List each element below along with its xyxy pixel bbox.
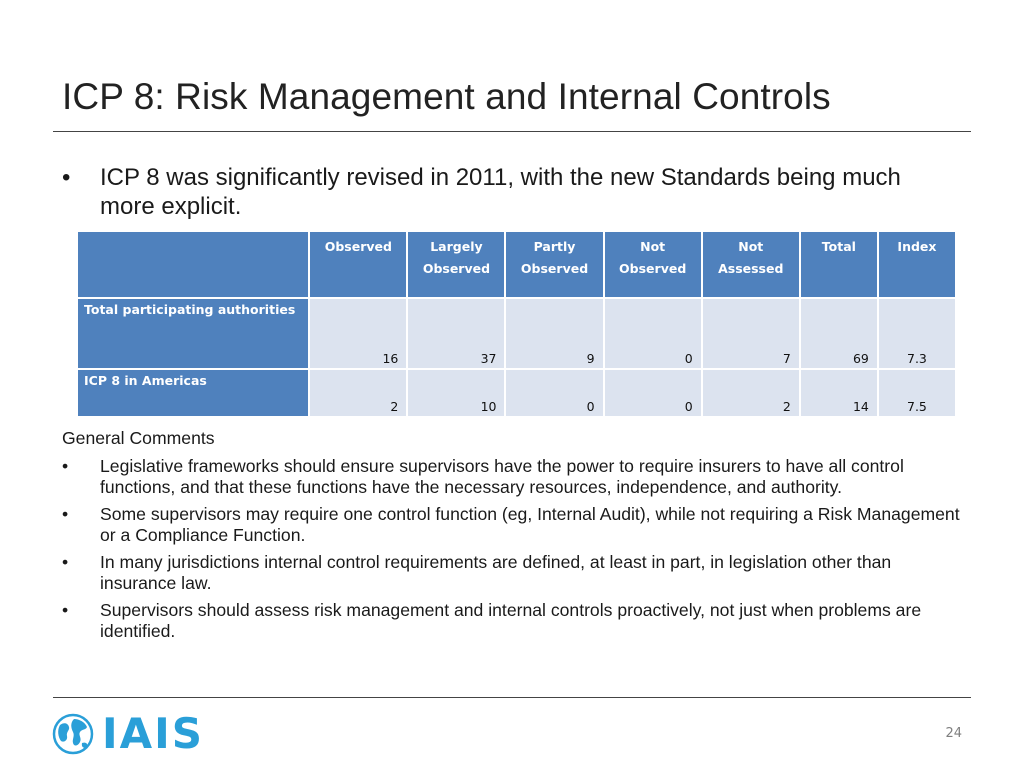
header-not-observed: Not Observed [605, 232, 701, 297]
table-cell: 2 [310, 370, 406, 416]
row-label: Total participating authorities [78, 299, 308, 368]
list-item-text: Legislative frameworks should ensure supervisors have the power to require insurers to have all control functions, and that these functions have the necessary resources, independence, and authority. [100, 455, 904, 497]
iais-logo [52, 709, 205, 758]
header-total: Total [801, 232, 877, 297]
table-row [78, 370, 955, 416]
logo-wordmark: IAIS [102, 709, 205, 758]
table-cell: 16 [310, 299, 406, 368]
bullet-marker: • [62, 599, 69, 620]
footer-divider [53, 697, 971, 698]
list-item [62, 552, 962, 595]
table-cell: 7 [703, 299, 799, 368]
title-divider [53, 131, 971, 132]
table-cell: 69 [801, 299, 877, 368]
bullet-marker: • [62, 455, 69, 476]
globe-icon [52, 713, 94, 755]
header-index: Index [879, 232, 955, 297]
comments-heading: General Comments [62, 428, 215, 448]
table-cell: 10 [408, 370, 504, 416]
slide-title: ICP 8: Risk Management and Internal Controls [62, 76, 831, 117]
table-cell: 0 [605, 370, 701, 416]
bullet-marker: • [62, 551, 69, 572]
header-largely-observed: Largely Observed [408, 232, 504, 297]
row-label: ICP 8 in Americas [78, 370, 308, 416]
table-cell: 0 [506, 370, 602, 416]
header-observed: Observed [310, 232, 406, 297]
list-item [62, 600, 962, 643]
list-item-text: In many jurisdictions internal control requirements are defined, at least in part, in legislation other than insurance law. [100, 551, 892, 593]
bullet-marker: • [62, 503, 69, 524]
assessment-table [76, 230, 957, 418]
bullet-marker: • [62, 164, 71, 191]
header-partly-observed: Partly Observed [506, 232, 602, 297]
list-item [62, 456, 962, 499]
intro-bullet [62, 163, 962, 221]
intro-bullet-text: ICP 8 was significantly revised in 2011, with the new Standards being much more explicit. [100, 164, 901, 220]
general-comments [62, 428, 962, 648]
table-corner-cell [78, 232, 308, 297]
table-cell: 9 [506, 299, 602, 368]
table-cell: 0 [605, 299, 701, 368]
table-cell: 14 [801, 370, 877, 416]
page-number: 24 [945, 726, 962, 741]
list-item [62, 504, 962, 547]
table-row [78, 299, 955, 368]
table-header-row [78, 232, 955, 297]
list-item-text: Some supervisors may require one control function (eg, Internal Audit), while not requiring a Risk Management or a Compliance Function. [100, 503, 960, 545]
comments-list [62, 456, 962, 643]
table-cell: 37 [408, 299, 504, 368]
table-cell: 7.5 [879, 370, 955, 416]
table-cell: 2 [703, 370, 799, 416]
table-cell: 7.3 [879, 299, 955, 368]
list-item-text: Supervisors should assess risk management and internal controls proactively, not just when problems are identified. [100, 599, 922, 641]
header-not-assessed: Not Assessed [703, 232, 799, 297]
